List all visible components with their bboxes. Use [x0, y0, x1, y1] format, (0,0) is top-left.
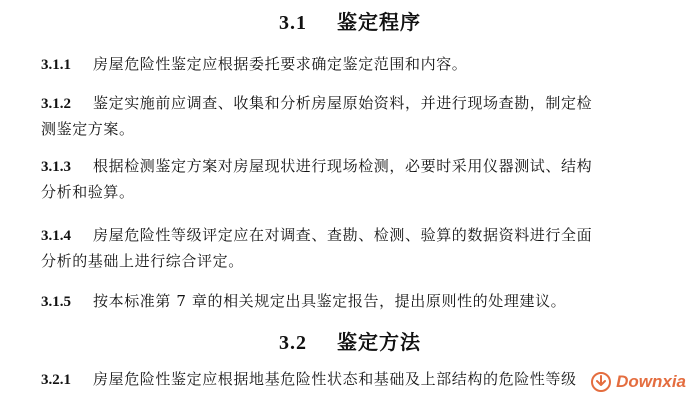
- clause-number: 3.1.2: [41, 96, 71, 112]
- clause-number: 3.1.3: [41, 159, 71, 175]
- section-heading-3-2: [0, 329, 700, 356]
- clause-text-line: 测鉴定方案。: [41, 120, 135, 138]
- clause-text-line: 房屋危险性鉴定应根据委托要求确定鉴定范围和内容。: [93, 55, 468, 73]
- site-watermark: [590, 371, 686, 393]
- clause-text-line: 分析和验算。: [41, 183, 135, 201]
- section-number: 3.2: [279, 332, 307, 354]
- clause-3-1-2: [41, 91, 671, 142]
- section-heading-3-1: [0, 9, 700, 36]
- section-title: 鉴定方法: [337, 330, 421, 354]
- section-number: 3.1: [279, 12, 307, 34]
- clause-number: 3.2.1: [41, 372, 71, 388]
- clause-number: 3.1.4: [41, 228, 71, 244]
- clause-3-1-3: [41, 154, 671, 205]
- clause-3-1-4: [41, 223, 671, 274]
- clause-text-line: 根据检测鉴定方案对房屋现状进行现场检测，必要时采用仪器测试、结构: [93, 157, 593, 175]
- clause-3-1-5: [41, 289, 671, 315]
- clause-number: 3.1.5: [41, 294, 71, 310]
- clause-text-line: 鉴定实施前应调查、收集和分析房屋原始资料，并进行现场查勘，制定检: [93, 94, 593, 112]
- watermark-logo-icon: [590, 371, 612, 393]
- clause-text-line: 按本标准第 7 章的相关规定出具鉴定报告，提出原则性的处理建议。: [93, 292, 567, 310]
- watermark-text: Downxia: [616, 372, 686, 391]
- clause-text-line: 分析的基础上进行综合评定。: [41, 252, 244, 270]
- clause-number: 3.1.1: [41, 57, 71, 73]
- clause-3-2-1: [41, 367, 671, 393]
- clause-3-1-1: [41, 52, 671, 78]
- clause-text-line: 房屋危险性等级评定应在对调查、查勘、检测、验算的数据资料进行全面: [93, 226, 593, 244]
- clause-text-line: 房屋危险性鉴定应根据地基危险性状态和基础及上部结构的危险性等级: [93, 370, 577, 388]
- section-title: 鉴定程序: [337, 10, 421, 34]
